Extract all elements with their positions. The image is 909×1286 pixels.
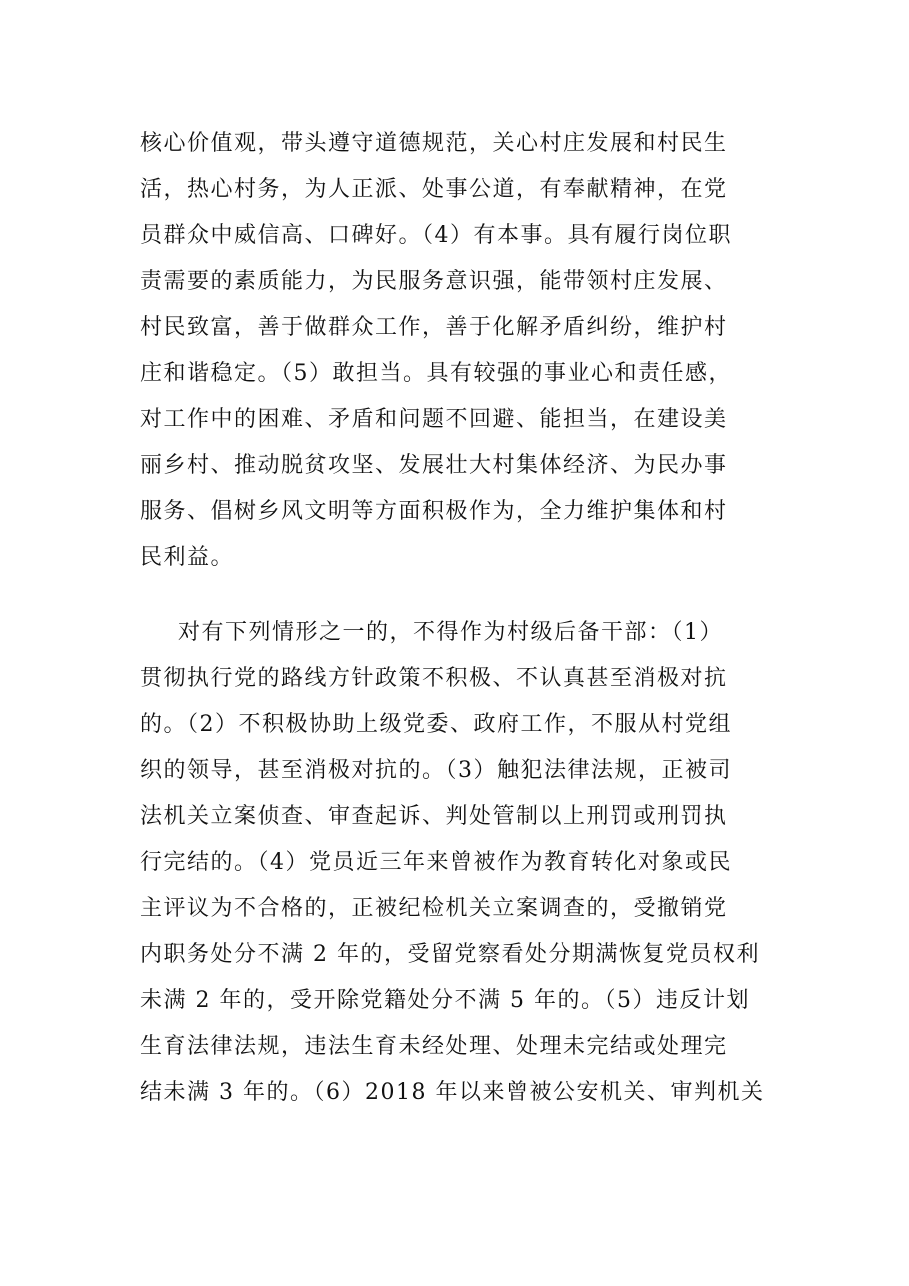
paragraph-line: 民利益。 [140,545,235,570]
paragraph-line: 主评议为不合格的，正被纪检机关立案调查的，受撤销党 [140,896,728,921]
paragraph-line: 内职务处分不满 2 年的，受留党察看处分期满恢复党员权利 [140,942,760,967]
paragraph-line: 生育法律法规，违法生育未经处理、处理未完结或处理完 [140,1034,728,1059]
paragraph-line: 结未满 3 年的。（6）2018 年以来曾被公安机关、审判机关 [140,1080,765,1105]
paragraph-line: 法机关立案侦查、审查起诉、判处管制以上刑罚或刑罚执 [140,804,728,829]
paragraph-line: 贯彻执行党的路线方针政策不积极、不认真甚至消极对抗 [140,666,728,691]
paragraph-line: 对有下列情形之一的，不得作为村级后备干部：（1） [178,620,723,645]
paragraph-line: 村民致富，善于做群众工作，善于化解矛盾纠纷，维护村 [140,315,728,340]
paragraph-line: 责需要的素质能力，为民服务意识强，能带领村庄发展、 [140,269,728,294]
paragraph-line: 织的领导，甚至消极对抗的。（3）触犯法律法规，正被司 [140,758,732,783]
paragraph-line: 的。（2）不积极协助上级党委、政府工作，不服从村党组 [140,712,732,737]
paragraph-line: 行完结的。（4）党员近三年来曾被作为教育转化对象或民 [140,850,732,875]
paragraph-line: 员群众中威信高、口碑好。（4）有本事。具有履行岗位职 [140,223,732,248]
paragraph-line: 对工作中的困难、矛盾和问题不回避、能担当，在建设美 [140,407,728,432]
paragraph-line: 核心价值观，带头遵守道德规范，关心村庄发展和村民生 [140,131,728,156]
paragraph-line: 丽乡村、推动脱贫攻坚、发展壮大村集体经济、为民办事 [140,453,728,478]
paragraph-line: 服务、倡树乡风文明等方面积极作为，全力维护集体和村 [140,499,728,524]
paragraph-line: 庄和谐稳定。（5）敢担当。具有较强的事业心和责任感， [140,361,732,386]
paragraph-line: 未满 2 年的，受开除党籍处分不满 5 年的。（5）违反计划 [140,988,750,1013]
paragraph-line: 活，热心村务，为人正派、处事公道，有奉献精神，在党 [140,177,728,202]
